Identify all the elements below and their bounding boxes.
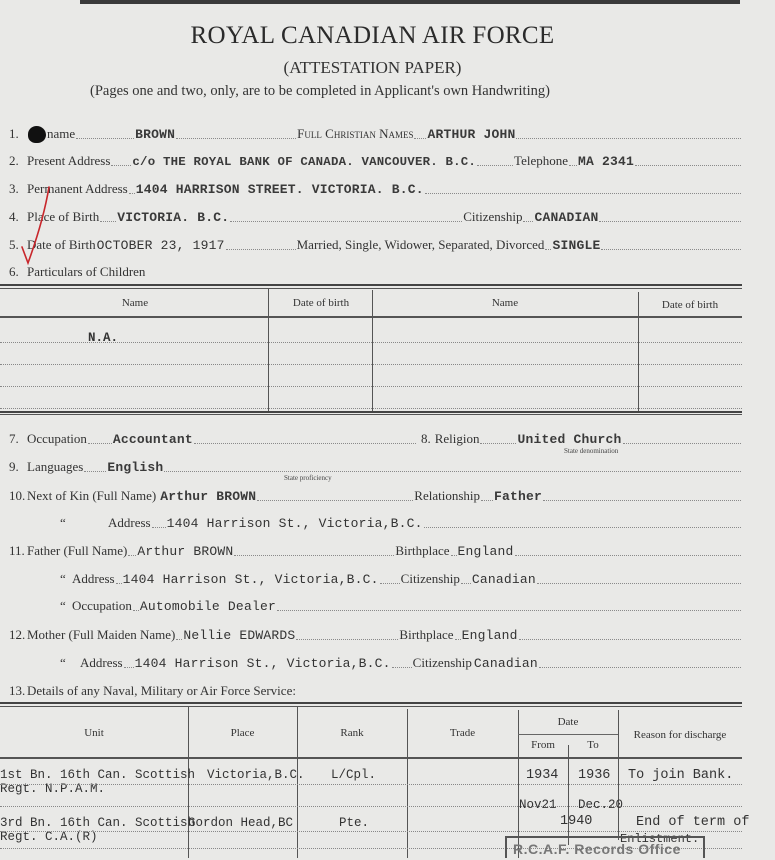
field-number: 10. [9, 488, 26, 503]
languages-value[interactable]: English [107, 460, 164, 475]
citizenship-label: Citizenship [463, 209, 523, 224]
field-present-address-row [9, 149, 742, 169]
service-row-2-unit-line2[interactable]: Regt. C.A.(R) [0, 830, 98, 844]
father-address-label: Address [72, 571, 115, 586]
mother-name-label: Mother (Full Maiden Name) [27, 627, 176, 642]
service-header-place: Place [230, 727, 255, 739]
mother-citizenship-label: Citizenship [412, 655, 472, 670]
father-citizenship-label: Citizenship [400, 571, 460, 586]
mother-birthplace-label: Birthplace [399, 627, 454, 642]
children-header-dob-1: Date of birth [292, 297, 350, 309]
field-surname-row [9, 122, 742, 142]
field-number: 4. [9, 209, 19, 224]
marital-status-value[interactable]: SINGLE [552, 238, 601, 253]
red-checkmark-icon [18, 185, 58, 270]
children-header-dob-2: Date of birth [661, 299, 719, 311]
field-number: 13. [9, 683, 26, 698]
father-occupation-value[interactable]: Automobile Dealer [139, 599, 276, 614]
ditto-mark: “ [60, 571, 66, 586]
next-of-kin-address-value[interactable]: 1404 Harrison St., Victoria,B.C. [166, 516, 423, 531]
languages-label: Languages [27, 459, 84, 474]
field-father-row [9, 539, 742, 559]
present-address-label: Present Address [27, 153, 111, 168]
telephone-value[interactable]: MA 2341 [578, 154, 635, 169]
ditto-mark: “ [60, 598, 66, 613]
field-number: 9. [9, 459, 19, 474]
next-of-kin-label: Next of Kin (Full Name) [27, 488, 157, 503]
surname-value[interactable]: BROWN [135, 127, 176, 142]
children-header-name-2: Name [491, 297, 519, 309]
field-date-of-birth-row [9, 233, 742, 253]
next-of-kin-value[interactable]: Arthur BROWN [160, 489, 257, 504]
marital-status-label: Married, Single, Widower, Separated, Divorced [296, 237, 545, 252]
father-name-value[interactable]: Arthur BROWN [137, 544, 234, 559]
service-label: Details of any Naval, Military or Air Force Service: [27, 683, 296, 698]
service-row-2-unit[interactable]: 3rd Bn. 16th Can. Scottish [0, 816, 196, 830]
mother-address-value[interactable]: 1404 Harrison St., Victoria,B.C. [134, 656, 391, 671]
occupation-label: Occupation [27, 431, 87, 446]
field-service-row [9, 679, 742, 699]
service-row-1-unit-line2[interactable]: Regt. N.P.A.M. [0, 782, 106, 796]
ditto-mark: “ [60, 515, 66, 530]
service-row-1-place[interactable]: Victoria,B.C. [207, 768, 305, 782]
telephone-label: Telephone [514, 153, 568, 168]
next-of-kin-address-label: Address [108, 515, 151, 530]
field-number: 12. [9, 627, 26, 642]
christian-names-label: Full Christian Names [297, 126, 414, 141]
field-number: 6. [9, 264, 19, 279]
religion-label: Religion [434, 431, 480, 446]
service-row-1-rank[interactable]: L/Cpl. [331, 768, 377, 782]
field-father-occupation-row [60, 594, 742, 614]
service-row-1-to[interactable]: 1936 [578, 768, 611, 783]
occupation-value[interactable]: Accountant [112, 432, 193, 447]
permanent-address-label: Permanent Address [27, 181, 128, 196]
mother-address-label: Address [80, 655, 123, 670]
field-number: 2. [9, 153, 19, 168]
service-row-1-reason[interactable]: To join Bank. [628, 768, 734, 783]
father-address-value[interactable]: 1404 Harrison St., Victoria,B.C. [122, 572, 379, 587]
service-row-2-reason-line2[interactable]: Enlistment. [620, 832, 700, 846]
ditto-mark: “ [60, 655, 66, 670]
place-of-birth-label: Place of Birth [27, 209, 100, 224]
languages-hint: State proficiency [284, 474, 332, 482]
field-children-row [9, 260, 409, 280]
religion-value[interactable]: United Church [517, 432, 622, 447]
document-subtitle: (ATTESTATION PAPER) [283, 58, 462, 77]
service-header-rank: Rank [340, 727, 364, 739]
christian-names-value[interactable]: ARTHUR JOHN [427, 127, 516, 142]
field-number: 5. [9, 237, 19, 252]
mother-birthplace-value[interactable]: England [461, 628, 518, 643]
father-citizenship-value[interactable]: Canadian [471, 572, 536, 587]
field-number: 1. [9, 126, 19, 141]
records-office-stamp: R.C.A.F. Records Office [505, 836, 705, 858]
field-number: 11. [9, 543, 25, 558]
field-place-of-birth-row [9, 205, 742, 225]
service-row-2-reason[interactable]: End of term of [636, 815, 750, 830]
children-row-1-name[interactable]: N.A. [88, 331, 119, 345]
father-birthplace-label: Birthplace [395, 543, 450, 558]
service-header-to: To [587, 739, 599, 751]
service-row-2-from[interactable]: Nov21 [519, 798, 557, 812]
date-of-birth-value[interactable]: OCTOBER 23, 1917 [96, 238, 225, 253]
service-row-2-rank[interactable]: Pte. [339, 816, 370, 830]
field-number: 8. [420, 431, 431, 446]
field-permanent-address-row [9, 177, 742, 197]
field-languages-row [9, 455, 742, 475]
permanent-address-value[interactable]: 1404 HARRISON STREET. VICTORIA. B.C. [135, 182, 424, 197]
children-header-name-1: Name [121, 297, 149, 309]
father-name-label: Father (Full Name) [27, 543, 128, 558]
service-header-date: Date [557, 716, 579, 728]
service-row-2-to[interactable]: Dec.20 [578, 798, 624, 812]
service-header-trade: Trade [449, 727, 476, 739]
field-father-address-row [60, 567, 742, 587]
field-number: 7. [9, 431, 19, 446]
service-header-from: From [531, 739, 555, 751]
service-row-1-from[interactable]: 1934 [526, 768, 559, 783]
field-mother-row [9, 623, 742, 643]
service-row-2-year[interactable]: 1940 [560, 814, 593, 829]
document-title: ROYAL CANADIAN AIR FORCE [190, 22, 555, 49]
surname-label: name [47, 126, 76, 141]
field-number: 3. [9, 181, 19, 196]
father-occupation-label: Occupation [72, 598, 132, 613]
father-birthplace-value[interactable]: England [457, 544, 514, 559]
relationship-label: Relationship [414, 488, 480, 503]
mother-citizenship-value[interactable]: Canadian [473, 656, 538, 671]
handwriting-note: (Pages one and two, only, are to be completed in Applicant's own Handwriting) [90, 83, 550, 99]
service-row-2-place[interactable]: Gordon Head,BC [188, 816, 294, 830]
field-occupation-religion-row [9, 427, 742, 447]
date-of-birth-label: Date of Birth [27, 237, 96, 252]
mother-name-value[interactable]: Nellie EDWARDS [183, 628, 296, 643]
children-label: Particulars of Children [27, 264, 146, 279]
field-next-of-kin-row [9, 484, 742, 504]
religion-hint: State denomination [564, 447, 619, 455]
field-next-of-kin-address-row [60, 511, 742, 531]
field-mother-address-row [60, 651, 742, 671]
present-address-value[interactable]: c/o THE ROYAL BANK OF CANADA. VANCOUVER. B.C. [132, 155, 477, 169]
place-of-birth-value[interactable]: VICTORIA. B.C. [117, 210, 230, 225]
service-row-1-unit[interactable]: 1st Bn. 16th Can. Scottish [0, 768, 196, 782]
service-header-unit: Unit [84, 727, 104, 739]
citizenship-value[interactable]: CANADIAN [534, 210, 599, 225]
service-header-reason: Reason for discharge [633, 729, 727, 741]
relationship-value[interactable]: Father [494, 489, 543, 504]
top-border [80, 0, 740, 4]
